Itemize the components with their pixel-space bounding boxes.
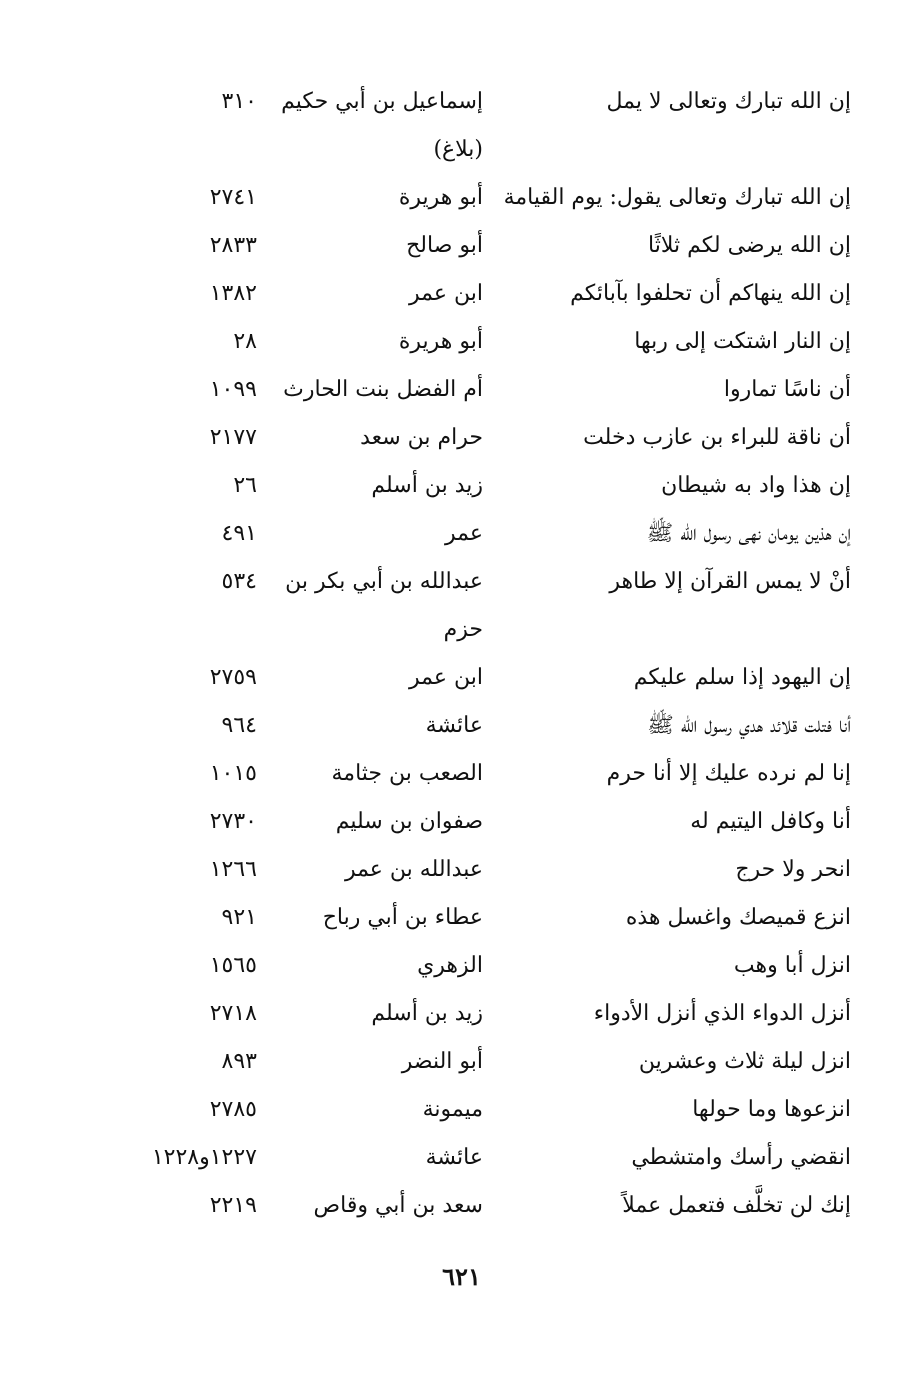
index-row [0, 798, 923, 846]
narrator-name: أم الفضل بنت الحارث [283, 377, 483, 402]
index-row [0, 1182, 923, 1230]
index-row [0, 1134, 923, 1182]
index-row [0, 750, 923, 798]
narrator-name: زيد بن أسلم [371, 1001, 483, 1026]
index-row [0, 318, 923, 366]
narrator-name: الزهري [417, 953, 483, 978]
narrator-name: عائشة [425, 1145, 483, 1170]
index-row [0, 270, 923, 318]
narrator-name: ابن عمر [409, 281, 483, 306]
hadith-number: ٢٧٤١ [209, 185, 257, 210]
hadith-number: ١٥٦٥ [209, 953, 257, 978]
hadith-text: إن اليهود إذا سلم عليكم [633, 665, 851, 690]
hadith-number: ٢٧٨٥ [209, 1097, 257, 1122]
hadith-text: إن الله تبارك وتعالى يقول: يوم القيامة [503, 185, 851, 210]
narrator-name: سعد بن أبي وقاص [313, 1193, 483, 1218]
index-row [0, 366, 923, 414]
hadith-text: إن هذين يومان نهى رسول الله ﷺ [646, 521, 851, 546]
index-row [0, 846, 923, 894]
hadith-number: ٢٢١٩ [209, 1193, 257, 1218]
narrator-name: عمر [445, 521, 483, 546]
index-row [0, 1038, 923, 1086]
narrator-name: أبو هريرة [398, 185, 483, 210]
hadith-number: ٩٦٤ [221, 713, 257, 738]
index-row [0, 510, 923, 558]
narrator-name: عائشة [425, 713, 483, 738]
index-row [0, 222, 923, 270]
hadith-number: ١٠١٥ [209, 761, 257, 786]
hadith-number: ٢٨٣٣ [209, 233, 257, 258]
narrator-name: ابن عمر [409, 665, 483, 690]
narrator-name: أبو صالح [406, 233, 483, 258]
index-row [0, 126, 923, 174]
narrator-name: أبو هريرة [398, 329, 483, 354]
hadith-number: ٢١٧٧ [209, 425, 257, 450]
index-row [0, 942, 923, 990]
hadith-number: ١٣٨٢ [209, 281, 257, 306]
narrator-name: أبو النضر [401, 1049, 483, 1074]
narrator-name: ميمونة [422, 1097, 483, 1122]
hadith-text: إنك لن تخلَّف فتعمل عملاً [622, 1193, 851, 1218]
hadith-text: إن الله ينهاكم أن تحلفوا بآبائكم [570, 281, 851, 306]
hadith-text: إن الله يرضى لكم ثلاثًا [648, 233, 851, 258]
narrator-name: حزم [443, 617, 483, 642]
hadith-text: انزع قميصك واغسل هذه [625, 905, 851, 930]
narrator-name: عبدالله بن عمر [344, 857, 483, 882]
narrator-name: (بلاغ) [433, 137, 483, 162]
hadith-number: ٢٧٥٩ [209, 665, 257, 690]
index-row [0, 894, 923, 942]
index-row [0, 1086, 923, 1134]
hadith-text: أنزل الدواء الذي أنزل الأدواء [593, 1001, 851, 1026]
hadith-text: أنْ لا يمس القرآن إلا طاهر [609, 569, 851, 594]
hadith-number: ٣١٠ [221, 89, 257, 114]
narrator-name: إسماعيل بن أبي حكيم [281, 89, 483, 114]
index-row [0, 462, 923, 510]
hadith-text: انزعوها وما حولها [692, 1097, 851, 1122]
hadith-index-table [0, 78, 923, 1230]
hadith-number: ٢٦ [233, 473, 257, 498]
hadith-text: إنا لم نرده عليك إلا أنا حرم [606, 761, 851, 786]
hadith-number: ٩٢١ [221, 905, 257, 930]
narrator-name: عبدالله بن أبي بكر بن [285, 569, 483, 594]
hadith-text: إن هذا واد به شيطان [661, 473, 851, 498]
index-row [0, 990, 923, 1038]
index-row [0, 702, 923, 750]
hadith-text: إن النار اشتكت إلى ربها [634, 329, 851, 354]
narrator-name: عطاء بن أبي رباح [322, 905, 483, 930]
index-row [0, 654, 923, 702]
index-row [0, 558, 923, 606]
hadith-text: إن الله تبارك وتعالى لا يمل [606, 89, 851, 114]
hadith-text: أنا وكافل اليتيم له [690, 809, 851, 834]
hadith-number: ٢٨ [233, 329, 257, 354]
hadith-number: ٤٩١ [221, 521, 257, 546]
narrator-name: صفوان بن سليم [335, 809, 483, 834]
hadith-text: انزل أبا وهب [733, 953, 851, 978]
page-number: ٦٢١ [442, 1262, 481, 1291]
hadith-text: انحر ولا حرج [735, 857, 851, 882]
hadith-number: ٢٧١٨ [209, 1001, 257, 1026]
index-row [0, 414, 923, 462]
hadith-number: ١٠٩٩ [209, 377, 257, 402]
hadith-number: ١٢٦٦ [209, 857, 257, 882]
hadith-text: أن ناقة للبراء بن عازب دخلت [583, 425, 851, 450]
hadith-number: ٢٧٣٠ [209, 809, 257, 834]
index-row [0, 606, 923, 654]
hadith-number: ٥٣٤ [221, 569, 257, 594]
index-row [0, 174, 923, 222]
hadith-number: ٨٩٣ [221, 1049, 257, 1074]
hadith-text: أن ناسًا تماروا [723, 377, 851, 402]
hadith-number: ١٢٢٧و١٢٢٨ [151, 1145, 257, 1170]
hadith-text: أنا فتلت قلائد هدي رسول الله ﷺ [647, 713, 851, 738]
narrator-name: زيد بن أسلم [371, 473, 483, 498]
narrator-name: حرام بن سعد [360, 425, 483, 450]
hadith-text: انزل ليلة ثلاث وعشرين [638, 1049, 851, 1074]
narrator-name: الصعب بن جثامة [331, 761, 483, 786]
index-row [0, 78, 923, 126]
hadith-text: انقضي رأسك وامتشطي [631, 1145, 851, 1170]
